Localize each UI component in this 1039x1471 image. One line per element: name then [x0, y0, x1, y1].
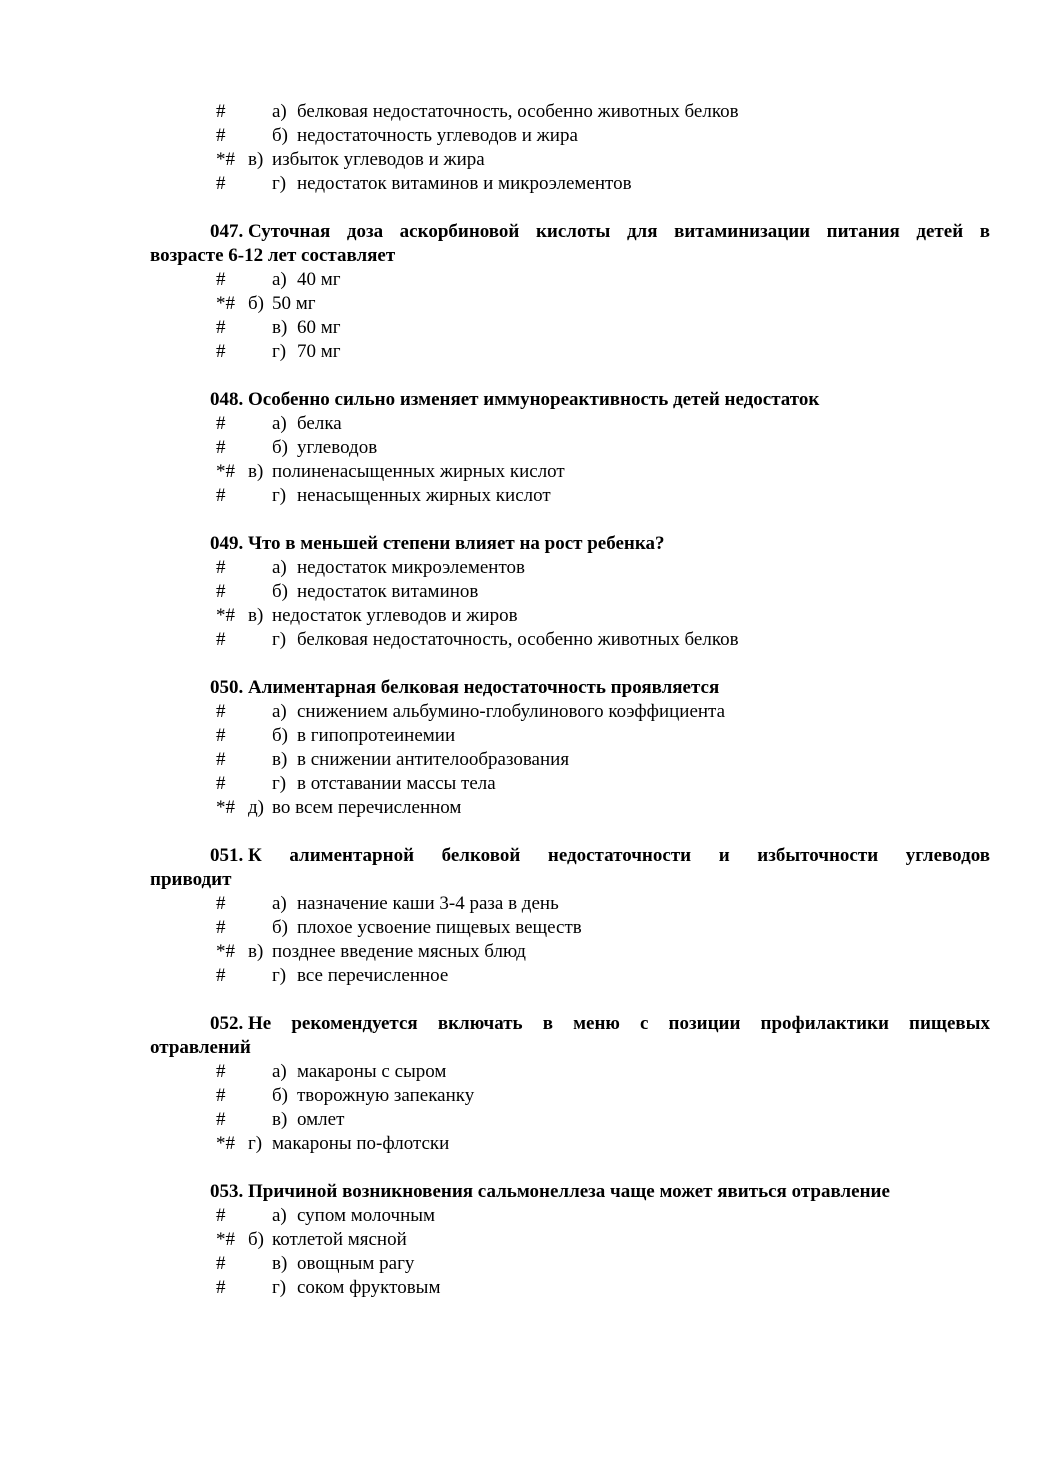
option-marker: #: [216, 413, 226, 434]
question-text: [150, 220, 990, 268]
question-text: [150, 676, 990, 700]
question-line: [150, 1036, 990, 1060]
answer-option: [0, 1108, 1039, 1132]
option-marker: #: [216, 269, 226, 290]
option-text: снижением альбумино-глобулинового коэффициента: [297, 701, 726, 722]
answer-option-correct: [0, 604, 1039, 628]
answer-option: [0, 484, 1039, 508]
question-line-text: отравлений: [150, 1037, 251, 1058]
option-letter: а): [272, 101, 287, 122]
question-number: 052.: [210, 1013, 244, 1034]
question-line: [150, 1180, 990, 1204]
option-letter: в): [272, 317, 288, 338]
option-marker: #: [216, 917, 226, 938]
option-marker: #: [216, 893, 226, 914]
option-letter: г): [272, 485, 287, 506]
option-marker: #: [216, 1277, 226, 1298]
option-marker: *#: [216, 1229, 235, 1250]
option-text: недостаток микроэлементов: [297, 557, 525, 578]
question-text: [150, 388, 990, 412]
option-marker: #: [216, 125, 226, 146]
option-letter: а): [272, 893, 287, 914]
option-letter: б): [272, 725, 288, 746]
answer-option: [0, 748, 1039, 772]
question-number: 049.: [210, 533, 244, 554]
option-letter: г): [272, 341, 287, 362]
option-marker: #: [216, 1205, 226, 1226]
answer-option-correct: [0, 940, 1039, 964]
option-text: овощным рагу: [297, 1253, 415, 1274]
option-text: все перечисленное: [297, 965, 449, 986]
option-letter: б): [248, 293, 264, 314]
answer-option: [0, 1204, 1039, 1228]
option-text: соком фруктовым: [297, 1277, 441, 1298]
option-marker: #: [216, 1109, 226, 1130]
option-text: недостаточность углеводов и жира: [297, 125, 578, 146]
question-line: [150, 1012, 990, 1036]
option-marker: #: [216, 101, 226, 122]
question-line-text: Причиной возникновения сальмонеллеза чаще может явиться отравление: [248, 1181, 890, 1202]
option-letter: г): [272, 629, 287, 650]
option-letter: г): [272, 773, 287, 794]
question-line: [150, 388, 990, 412]
option-text: котлетой мясной: [272, 1229, 407, 1250]
answer-option: [0, 556, 1039, 580]
option-marker: *#: [216, 797, 235, 818]
option-letter: б): [272, 917, 288, 938]
option-text: недостаток витаминов: [297, 581, 479, 602]
option-text: в отставании массы тела: [297, 773, 496, 794]
option-letter: б): [272, 125, 288, 146]
answer-option: [0, 172, 1039, 196]
option-text: омлет: [297, 1109, 345, 1130]
question-line: [150, 676, 990, 700]
answer-option: [0, 1252, 1039, 1276]
option-marker: #: [216, 341, 226, 362]
answer-option-correct: [0, 292, 1039, 316]
question-line: [150, 244, 990, 268]
option-marker: *#: [216, 1133, 235, 1154]
question-line-text: Суточная доза аскорбиновой кислоты для витаминизации питания детей в: [248, 221, 990, 242]
answer-option-correct: [0, 1132, 1039, 1156]
option-text: 60 мг: [297, 317, 341, 338]
option-letter: в): [248, 149, 264, 170]
answer-option-correct: [0, 796, 1039, 820]
option-letter: в): [248, 461, 264, 482]
option-letter: б): [272, 437, 288, 458]
question-line: [150, 844, 990, 868]
answer-option: [0, 580, 1039, 604]
option-text: во всем перечисленном: [272, 797, 462, 818]
option-marker: #: [216, 701, 226, 722]
answer-option: [0, 436, 1039, 460]
question-text: [150, 1180, 990, 1204]
option-marker: #: [216, 1253, 226, 1274]
option-text: недостаток витаминов и микроэлементов: [297, 173, 632, 194]
answer-option: [0, 892, 1039, 916]
answer-option: [0, 1084, 1039, 1108]
option-text: макароны по-флотски: [272, 1133, 450, 1154]
question-text: [150, 532, 990, 556]
option-marker: #: [216, 1061, 226, 1082]
option-text: полиненасыщенных жирных кислот: [272, 461, 565, 482]
question-text: [150, 844, 990, 892]
option-letter: в): [272, 1109, 288, 1130]
answer-option: [0, 316, 1039, 340]
answer-option: [0, 724, 1039, 748]
answer-option: [0, 1060, 1039, 1084]
answer-option: [0, 916, 1039, 940]
question-line: [150, 532, 990, 556]
option-marker: *#: [216, 293, 235, 314]
option-text: 70 мг: [297, 341, 341, 362]
option-text: супом молочным: [297, 1205, 436, 1226]
question-line-text: возрасте 6-12 лет составляет: [150, 245, 396, 266]
option-marker: *#: [216, 149, 235, 170]
option-text: белковая недостаточность, особенно животных белков: [297, 101, 739, 122]
option-text: избыток углеводов и жира: [272, 149, 485, 170]
question-line: [150, 220, 990, 244]
answer-option: [0, 100, 1039, 124]
answer-option: [0, 964, 1039, 988]
question-line-text: Особенно сильно изменяет иммунореактивность детей недостаток: [248, 389, 820, 410]
question-number: 048.: [210, 389, 244, 410]
question-line-text: Алиментарная белковая недостаточность проявляется: [248, 677, 720, 698]
answer-option: [0, 124, 1039, 148]
question-text: [150, 1012, 990, 1060]
option-text: в гипопротеинемии: [297, 725, 456, 746]
option-marker: #: [216, 749, 226, 770]
question-number: 051.: [210, 845, 244, 866]
question-line-text: приводит: [150, 869, 232, 890]
option-text: позднее введение мясных блюд: [272, 941, 526, 962]
option-letter: г): [272, 965, 287, 986]
option-text: недостаток углеводов и жиров: [272, 605, 518, 626]
option-text: плохое усвоение пищевых веществ: [297, 917, 582, 938]
answer-option: [0, 340, 1039, 364]
answer-option: [0, 268, 1039, 292]
option-marker: #: [216, 629, 226, 650]
question-number: 047.: [210, 221, 244, 242]
option-marker: #: [216, 773, 226, 794]
option-letter: а): [272, 1205, 287, 1226]
option-letter: в): [272, 749, 288, 770]
option-letter: г): [272, 1277, 287, 1298]
option-marker: *#: [216, 461, 235, 482]
option-text: 40 мг: [297, 269, 341, 290]
question-line-text: К алиментарной белковой недостаточности и избыточности углеводов: [248, 845, 990, 866]
option-letter: д): [248, 797, 264, 818]
option-marker: #: [216, 581, 226, 602]
option-marker: #: [216, 485, 226, 506]
option-letter: в): [248, 941, 264, 962]
option-marker: #: [216, 965, 226, 986]
answer-option: [0, 772, 1039, 796]
option-text: углеводов: [297, 437, 378, 458]
option-letter: а): [272, 413, 287, 434]
option-text: в снижении антителообразования: [297, 749, 570, 770]
option-text: белка: [297, 413, 342, 434]
option-text: ненасыщенных жирных кислот: [297, 485, 551, 506]
question-line: [150, 868, 990, 892]
option-letter: а): [272, 557, 287, 578]
option-marker: *#: [216, 605, 235, 626]
option-letter: г): [248, 1133, 263, 1154]
option-marker: #: [216, 173, 226, 194]
question-number: 050.: [210, 677, 244, 698]
option-text: белковая недостаточность, особенно животных белков: [297, 629, 739, 650]
option-letter: б): [248, 1229, 264, 1250]
answer-option: [0, 412, 1039, 436]
option-text: макароны с сыром: [297, 1061, 447, 1082]
question-line-text: Что в меньшей степени влияет на рост ребенка?: [248, 533, 665, 554]
option-marker: #: [216, 557, 226, 578]
option-letter: а): [272, 1061, 287, 1082]
answer-option-correct: [0, 148, 1039, 172]
option-letter: а): [272, 269, 287, 290]
option-letter: в): [272, 1253, 288, 1274]
option-marker: #: [216, 725, 226, 746]
question-number: 053.: [210, 1181, 244, 1202]
answer-option: [0, 700, 1039, 724]
option-marker: #: [216, 437, 226, 458]
option-letter: б): [272, 581, 288, 602]
option-marker: *#: [216, 941, 235, 962]
answer-option: [0, 1276, 1039, 1300]
answer-option: [0, 628, 1039, 652]
option-letter: г): [272, 173, 287, 194]
option-marker: #: [216, 1085, 226, 1106]
option-letter: в): [248, 605, 264, 626]
option-marker: #: [216, 317, 226, 338]
answer-option-correct: [0, 1228, 1039, 1252]
option-letter: б): [272, 1085, 288, 1106]
option-letter: а): [272, 701, 287, 722]
question-line-text: Не рекомендуется включать в меню с позиции профилактики пищевых: [248, 1013, 990, 1034]
option-text: назначение каши 3-4 раза в день: [297, 893, 559, 914]
option-text: 50 мг: [272, 293, 316, 314]
answer-option-correct: [0, 460, 1039, 484]
option-text: творожную запеканку: [297, 1085, 475, 1106]
